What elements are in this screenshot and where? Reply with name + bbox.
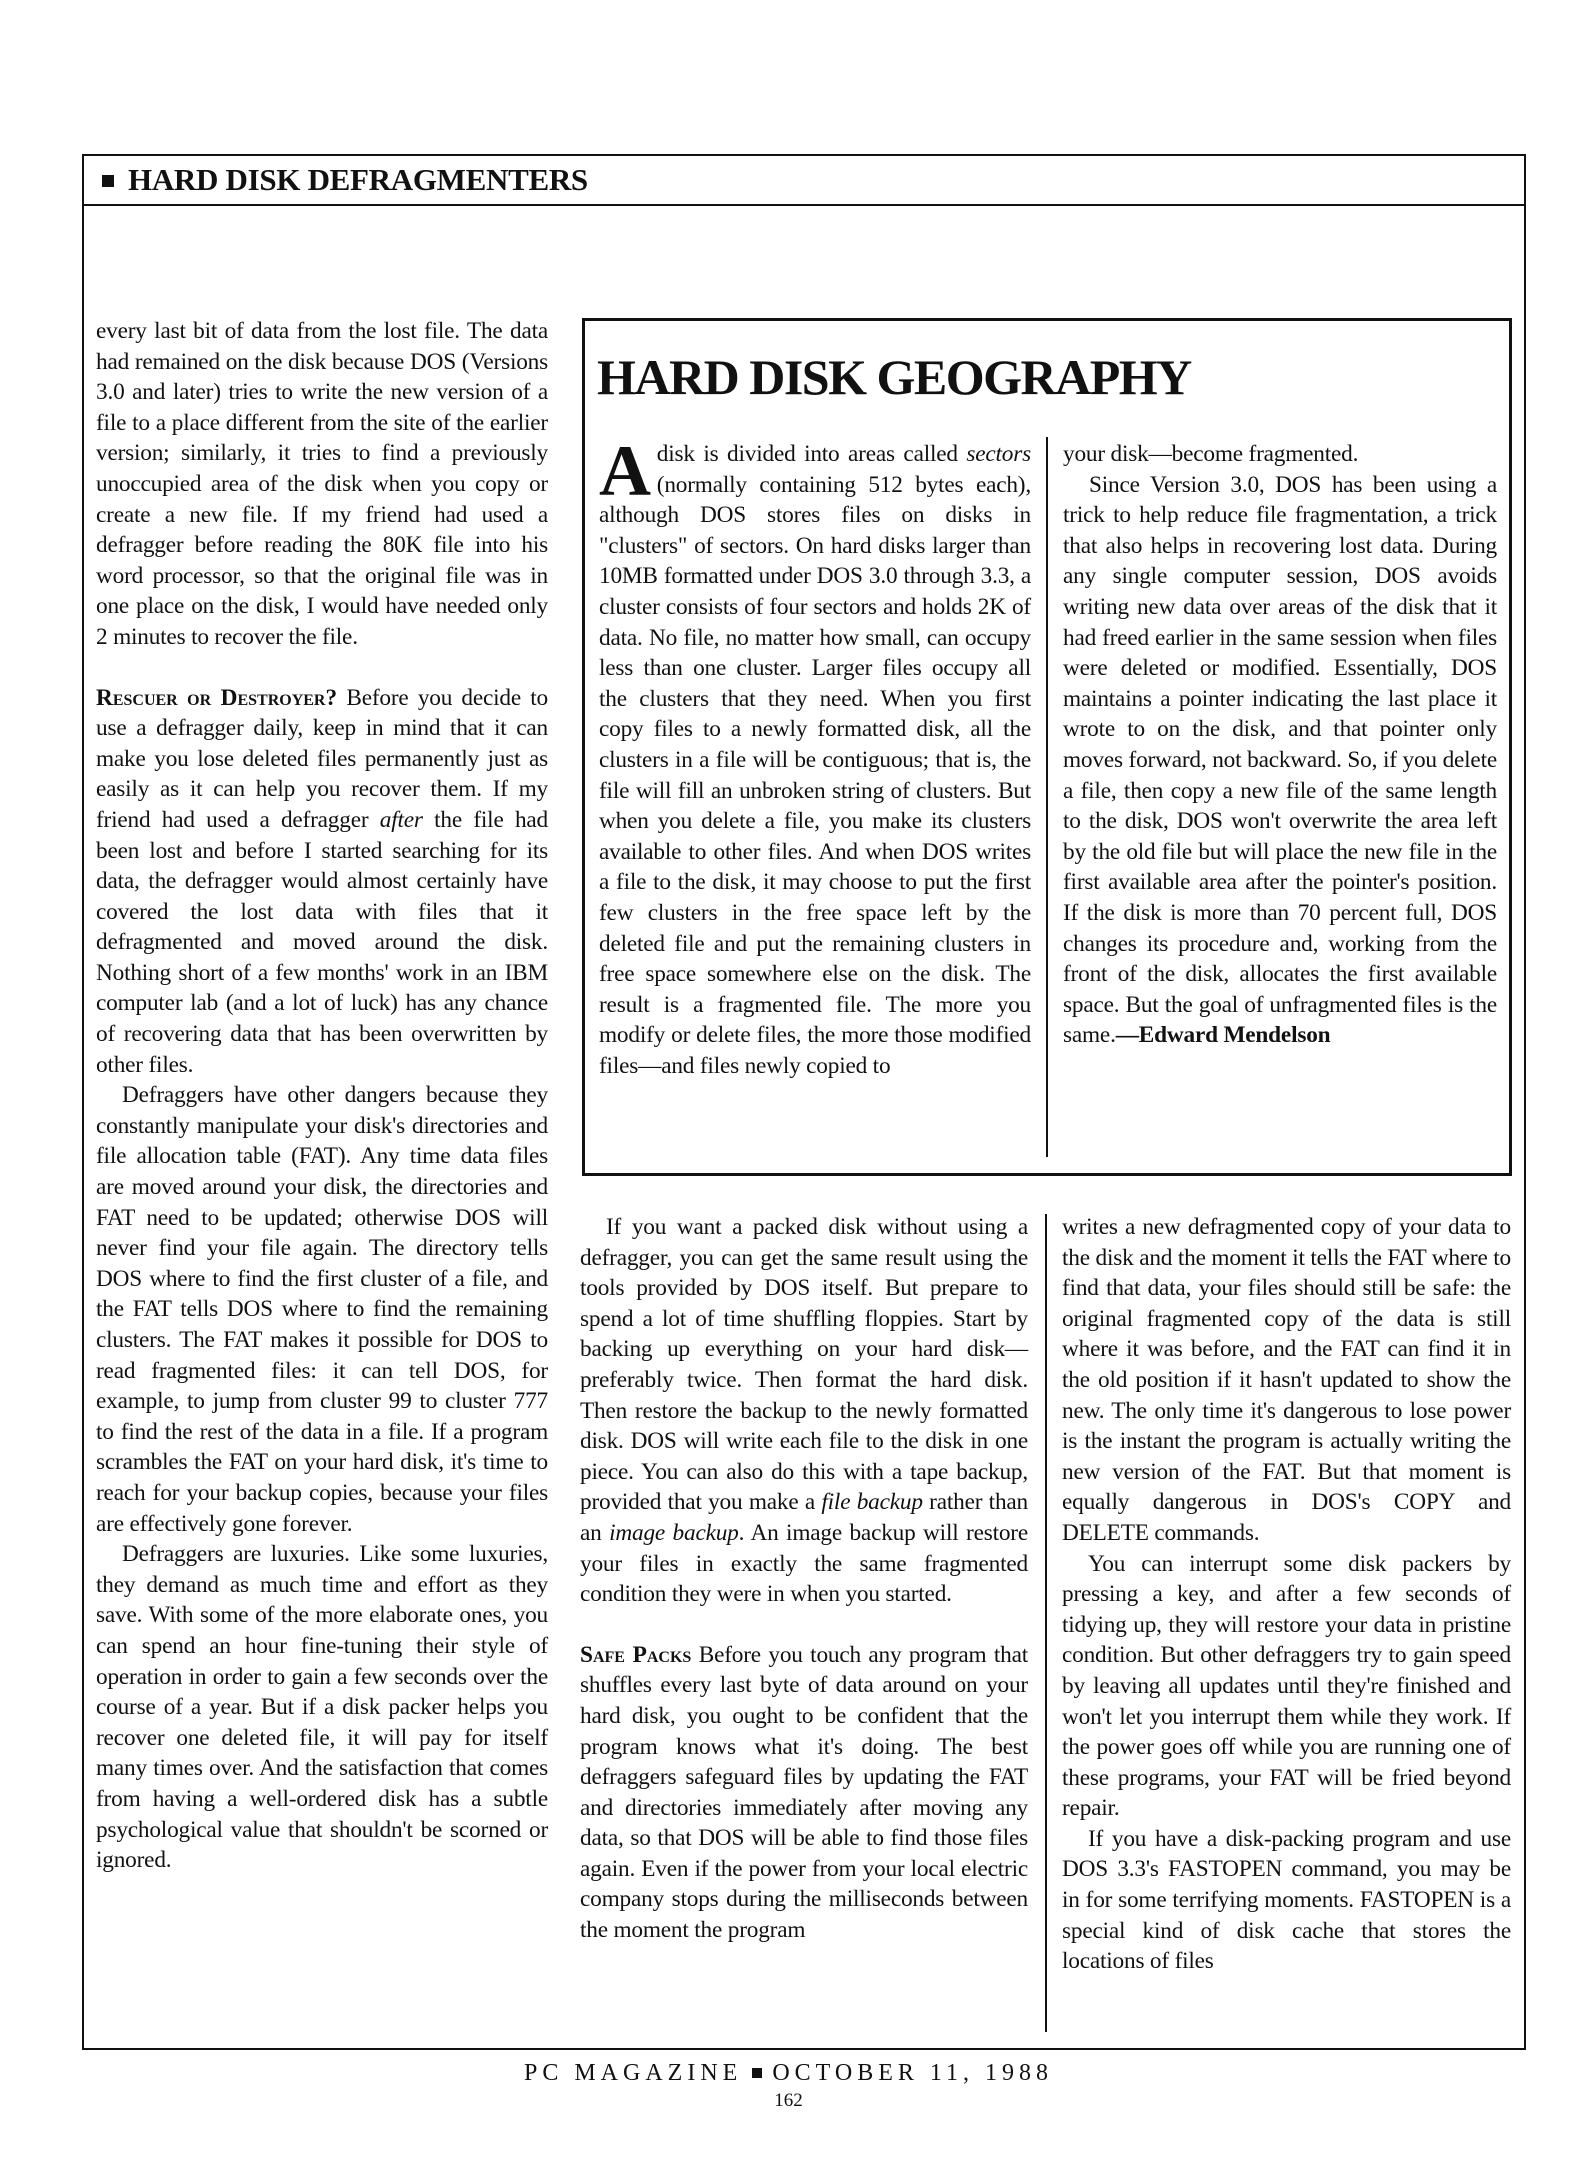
column-rule xyxy=(1046,437,1048,1157)
subhead-safe-packs: Safe Packs xyxy=(580,1641,692,1668)
paragraph: Safe Packs Before you touch any program that shuffles every last byte of data around on your hard disk, you ought to be confident that the program knows what it's doing. The best defraggers safeguard files by updating the FAT and directories immediately after moving any data, so that DOS will be able to find those files again. Even if the power from your local electric company stops during the milliseconds between the moment the program xyxy=(580,1641,1028,1944)
paragraph: A disk is divided into areas called sectors (normally containing 512 bytes each), although DOS stores files on disks in "clusters" of sectors. On hard disks larger than 10MB formatted under DOS 3.0 through 3.3, a cluster consists of four sectors and holds 2K of data. No file, no matter how small, can occupy less than one cluster. Larger files occupy all the clusters that they need. When you first copy files to a newly formatted disk, all the clusters in a file will be contiguous; that is, the file will fill an unbroken string of clusters. But when you delete a file, you make its clusters available to other files. And when DOS writes a file to the disk, it may choose to put the first few clusters in the free space left by the deleted file and put the remaining clusters in free space somewhere else on the disk. The result is a fragmented file. The more you modify or delete files, the more those modified files—and files newly copied to xyxy=(599,431,1031,1079)
paragraph: your disk—become fragmented. xyxy=(1063,441,1359,467)
footer xyxy=(0,2060,1577,2087)
author-credit: —Edward Mendelson xyxy=(1115,1022,1331,1049)
column-rule xyxy=(1045,1214,1047,2032)
sidebar-box xyxy=(582,318,1512,1176)
paragraph: Defraggers have other dangers because they constantly manipulate your disk's directories and file allocation table (FAT). Any time data files are moved around your disk, the directories and FAT need to be updated; otherwise DOS will never find your file again. The directory tells DOS where to find the first cluster of a file, and the FAT tells DOS where to find the remaining clusters. The FAT makes it possible for DOS to read fragmented files: it can tell DOS, for example, to jump from cluster 99 to cluster 777 to find the rest of the data in a file. If a program scrambles the FAT on your hard disk, it's time to reach for your backup copies, because your files are effectively gone forever. xyxy=(96,1082,548,1537)
drop-cap: A xyxy=(599,431,651,511)
paragraph: If you have a disk-packing program and use DOS 3.3's FASTOPEN command, you may be in for some terrifying moments. FASTOPEN is a special kind of disk cache that stores the locations of files xyxy=(1062,1825,1511,1975)
section-header xyxy=(84,156,1524,206)
paragraph: Rescuer or Destroyer? Before you decide to use a defragger daily, keep in mind that it can make you lose deleted files permanently just as easily as it can help you recover them. If my friend had used a defragger after the file had been lost and before I started searching for its data, the defragger would almost certainly have covered the lost data with files that it defragmented and moved around the disk. Nothing short of a few months' work in an IBM computer lab (and a lot of luck) has any chance of recovering data that has been overwritten by other files. xyxy=(96,684,548,1078)
page-number: 162 xyxy=(774,2090,803,2111)
issue-date: OCTOBER 11, 1988 xyxy=(772,2060,1054,2086)
sidebar-title: HARD DISK GEOGRAPHY xyxy=(597,349,1191,405)
sidebar-column-2 xyxy=(1063,439,1497,1051)
square-bullet-icon xyxy=(752,2068,762,2078)
paragraph: writes a new defragmented copy of your data to the disk and the moment it tells the FAT where to find that data, your files should still be safe: the original fragmented copy of the data is still where it was before, and the FAT can find it in the old position if it hasn't updated to show the new. The only time it's dangerous to lose power is the instant the program is actually writing the new version of the FAT. But that moment is equally dangerous in DOS's COPY and DELETE commands. xyxy=(1062,1214,1511,1546)
subhead-rescuer: Rescuer or Destroyer? xyxy=(96,684,338,711)
square-bullet-icon xyxy=(102,175,114,187)
middle-column xyxy=(580,1212,1028,1946)
sidebar-column-1 xyxy=(599,431,1031,1081)
paragraph: If you want a packed disk without using a defragger, you can get the same result using the tools provided by DOS itself. But prepare to spend a lot of time shuffling floppies. Start by backing up everything on your hard disk—preferably twice. Then format the hard disk. Then restore the backup to the newly formatted disk. DOS will write each file to the disk in one piece. You can also do this with a tape backup, provided that you make a file backup rather than an image backup. An image backup will restore your files in exactly the same fragmented condition they were in when you started. xyxy=(580,1214,1028,1608)
section-title: HARD DISK DEFRAGMENTERS xyxy=(128,162,588,197)
paragraph: You can interrupt some disk packers by pressing a key, and after a few seconds of tidying up, they will restore your data in pristine condition. But other defraggers try to gain speed by leaving all updates until they're finished and won't let you interrupt them while they work. If the power goes off while you are running one of these programs, your FAT will be fried beyond repair. xyxy=(1062,1550,1511,1822)
paragraph: Since Version 3.0, DOS has been using a trick to help reduce file fragmentation, a trick that also helps in recovering lost data. During any single computer session, DOS avoids writing new data over areas of the disk that it had freed earlier in the same session when files were deleted or modified. Essentially, DOS maintains a pointer indicating the last place it wrote to on the disk, and that pointer only moves forward, not backward. So, if you delete a file, then copy a new file of the same length to the disk, DOS won't overwrite the area left by the old file but will place the new file in the first available area after the pointer's position. If the disk is more than 70 percent full, DOS changes its procedure and, working from the front of the disk, allocates the first available space. But the goal of unfragmented files is the same.—Edward Mendelson xyxy=(1063,471,1497,1049)
left-column xyxy=(96,316,548,1876)
paragraph: every last bit of data from the lost file. The data had remained on the disk because DOS (Versions 3.0 and later) tries to write the new version of a file to a place different from the site of the earlier version; similarly, it tries to find a previously unoccupied area of the disk when you copy or create a new file. If my friend had used a defragger before reading the 80K file into his word processor, so that the original file was in one place on the disk, I would have needed only 2 minutes to recover the file. xyxy=(96,318,548,650)
paragraph: Defraggers are luxuries. Like some luxuries, they demand as much time and effort as they save. With some of the more elaborate ones, you can spend an hour fine-tuning their style of operation in order to gain a few seconds over the course of a year. But if a disk packer helps you recover one deleted file, it will pay for itself many times over. And the satisfaction that comes from having a well-ordered disk has a subtle psychological value that shouldn't be scorned or ignored. xyxy=(96,1541,548,1874)
magazine-name: PC MAGAZINE xyxy=(523,2060,743,2086)
right-column xyxy=(1062,1212,1511,1977)
